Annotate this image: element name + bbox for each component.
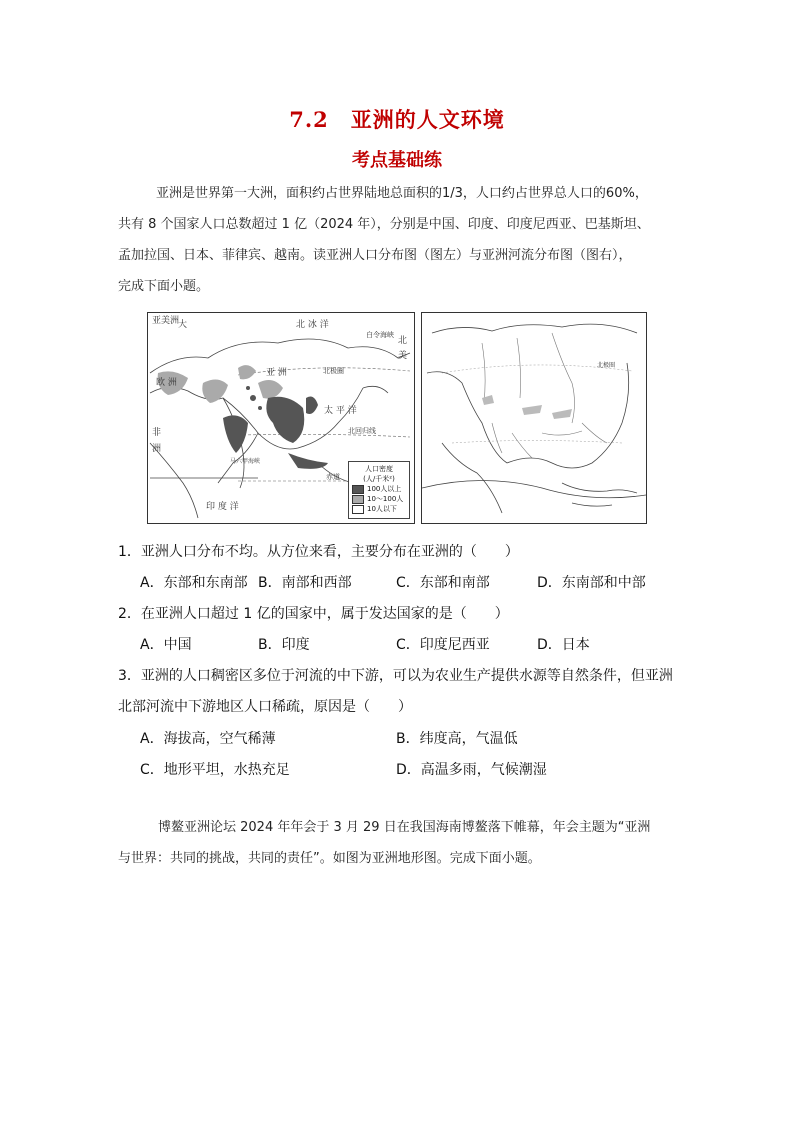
question-1-option-c[interactable]: C．东部和南部 [396,575,490,591]
outro-line-1: 博鳌亚洲论坛 2024 年年会于 3 月 29 日在我国海南博鳌落下帷幕，年会主题为“亚洲 [158,820,651,835]
legend-item [352,484,406,494]
outro-paragraph [118,812,678,874]
question-1-option-d[interactable]: D．东南部和中部 [537,575,646,591]
question-2-stem: 2．在亚洲人口超过 1 亿的国家中，属于发达国家的是（ ） [118,606,509,622]
map-label-indian-ocean: 印 度 洋 [206,502,239,512]
question-2-option-c[interactable]: C．印度尼西亚 [396,637,490,653]
legend-label: 100人以上 [367,485,402,493]
page-subtitle: 考点基础练 [352,150,442,171]
legend-title: 人口密度 [365,465,393,473]
question-2-option-d[interactable]: D．日本 [537,637,590,653]
map-label-da: 大 [178,320,188,330]
map-label-tropic: 北回归线 [348,427,376,435]
intro-paragraph [118,178,678,302]
map-label-mei: 美 [398,351,408,361]
legend-swatch [352,485,364,494]
legend-swatch [352,495,364,504]
legend-unit: (人/千米²) [363,475,395,483]
question-3-stem-line-1: 3．亚洲的人口稠密区多位于河流的中下游，可以为农业生产提供水源等自然条件，但亚洲 [118,668,673,684]
legend-label: 10人以下 [367,505,397,513]
question-1-stem: 1．亚洲人口分布不均。从方位来看，主要分布在亚洲的（ ） [118,544,519,560]
section-title: 亚洲的人文环境 [350,107,505,132]
intro-line-1: 亚洲是世界第一大洲，面积约占世界陆地总面积的1/3，人口约占世界总人口的60%， [156,186,648,201]
map-label-asia: 亚 洲 [266,368,287,378]
question-3-option-a[interactable]: A．海拔高，空气稀薄 [140,731,276,747]
map-label-top-left: 亚美洲 [152,316,180,326]
question-3-option-d[interactable]: D．高温多雨，气候潮湿 [396,762,547,778]
map-label-fei: 非 [152,428,162,438]
map-label-zhou: 洲 [152,444,162,454]
page-title [0,104,794,134]
map-label-europe: 欧 洲 [156,378,177,388]
map-label-pacific: 太 平 洋 [324,406,357,416]
legend-item [352,494,406,504]
intro-line-3: 孟加拉国、日本、菲律宾、越南。读亚洲人口分布图（图左）与亚洲河流分布图（图右）， [118,248,632,263]
asia-population-map [147,312,415,524]
intro-line-4: 完成下面小题。 [118,279,210,294]
question-3-option-c[interactable]: C．地形平坦，水热充足 [140,762,290,778]
map-label-arctic-ocean: 北 冰 洋 [296,320,329,330]
rivers-arctic-circle-label: 北极圈 [597,362,616,369]
question-3-option-b[interactable]: B．纬度高，气温低 [396,731,518,747]
map-label-malacca: 马六甲海峡 [230,458,261,465]
rivers-map-drawing [422,313,646,523]
intro-line-2: 共有 8 个国家人口总数超过 1 亿（2024 年），分别是中国、印度、印度尼西亚、巴基斯坦、 [118,217,650,232]
population-density-legend [348,461,410,519]
question-1-option-a[interactable]: A．东部和东南部 [140,575,248,591]
map-label-bering: 白令海峡 [366,331,394,339]
legend-swatch [352,505,364,514]
map-label-bei: 北 [398,336,408,346]
outro-line-2: 与世界：共同的挑战，共同的责任”。如图为亚洲地形图。完成下面小题。 [118,851,541,866]
section-number: 7.2 [289,107,329,132]
legend-label: 10～100人 [367,495,404,503]
map-label-equator: 赤道 [326,473,340,481]
map-label-arctic-circle: 北极圈 [323,367,344,375]
legend-item [352,504,406,514]
question-2-option-a[interactable]: A．中国 [140,637,192,653]
question-2-option-b[interactable]: B．印度 [258,637,310,653]
question-1-option-b[interactable]: B．南部和西部 [258,575,352,591]
question-3-stem-line-2: 北部河流中下游地区人口稀疏，原因是（ ） [118,699,412,715]
asia-rivers-map [421,312,647,524]
